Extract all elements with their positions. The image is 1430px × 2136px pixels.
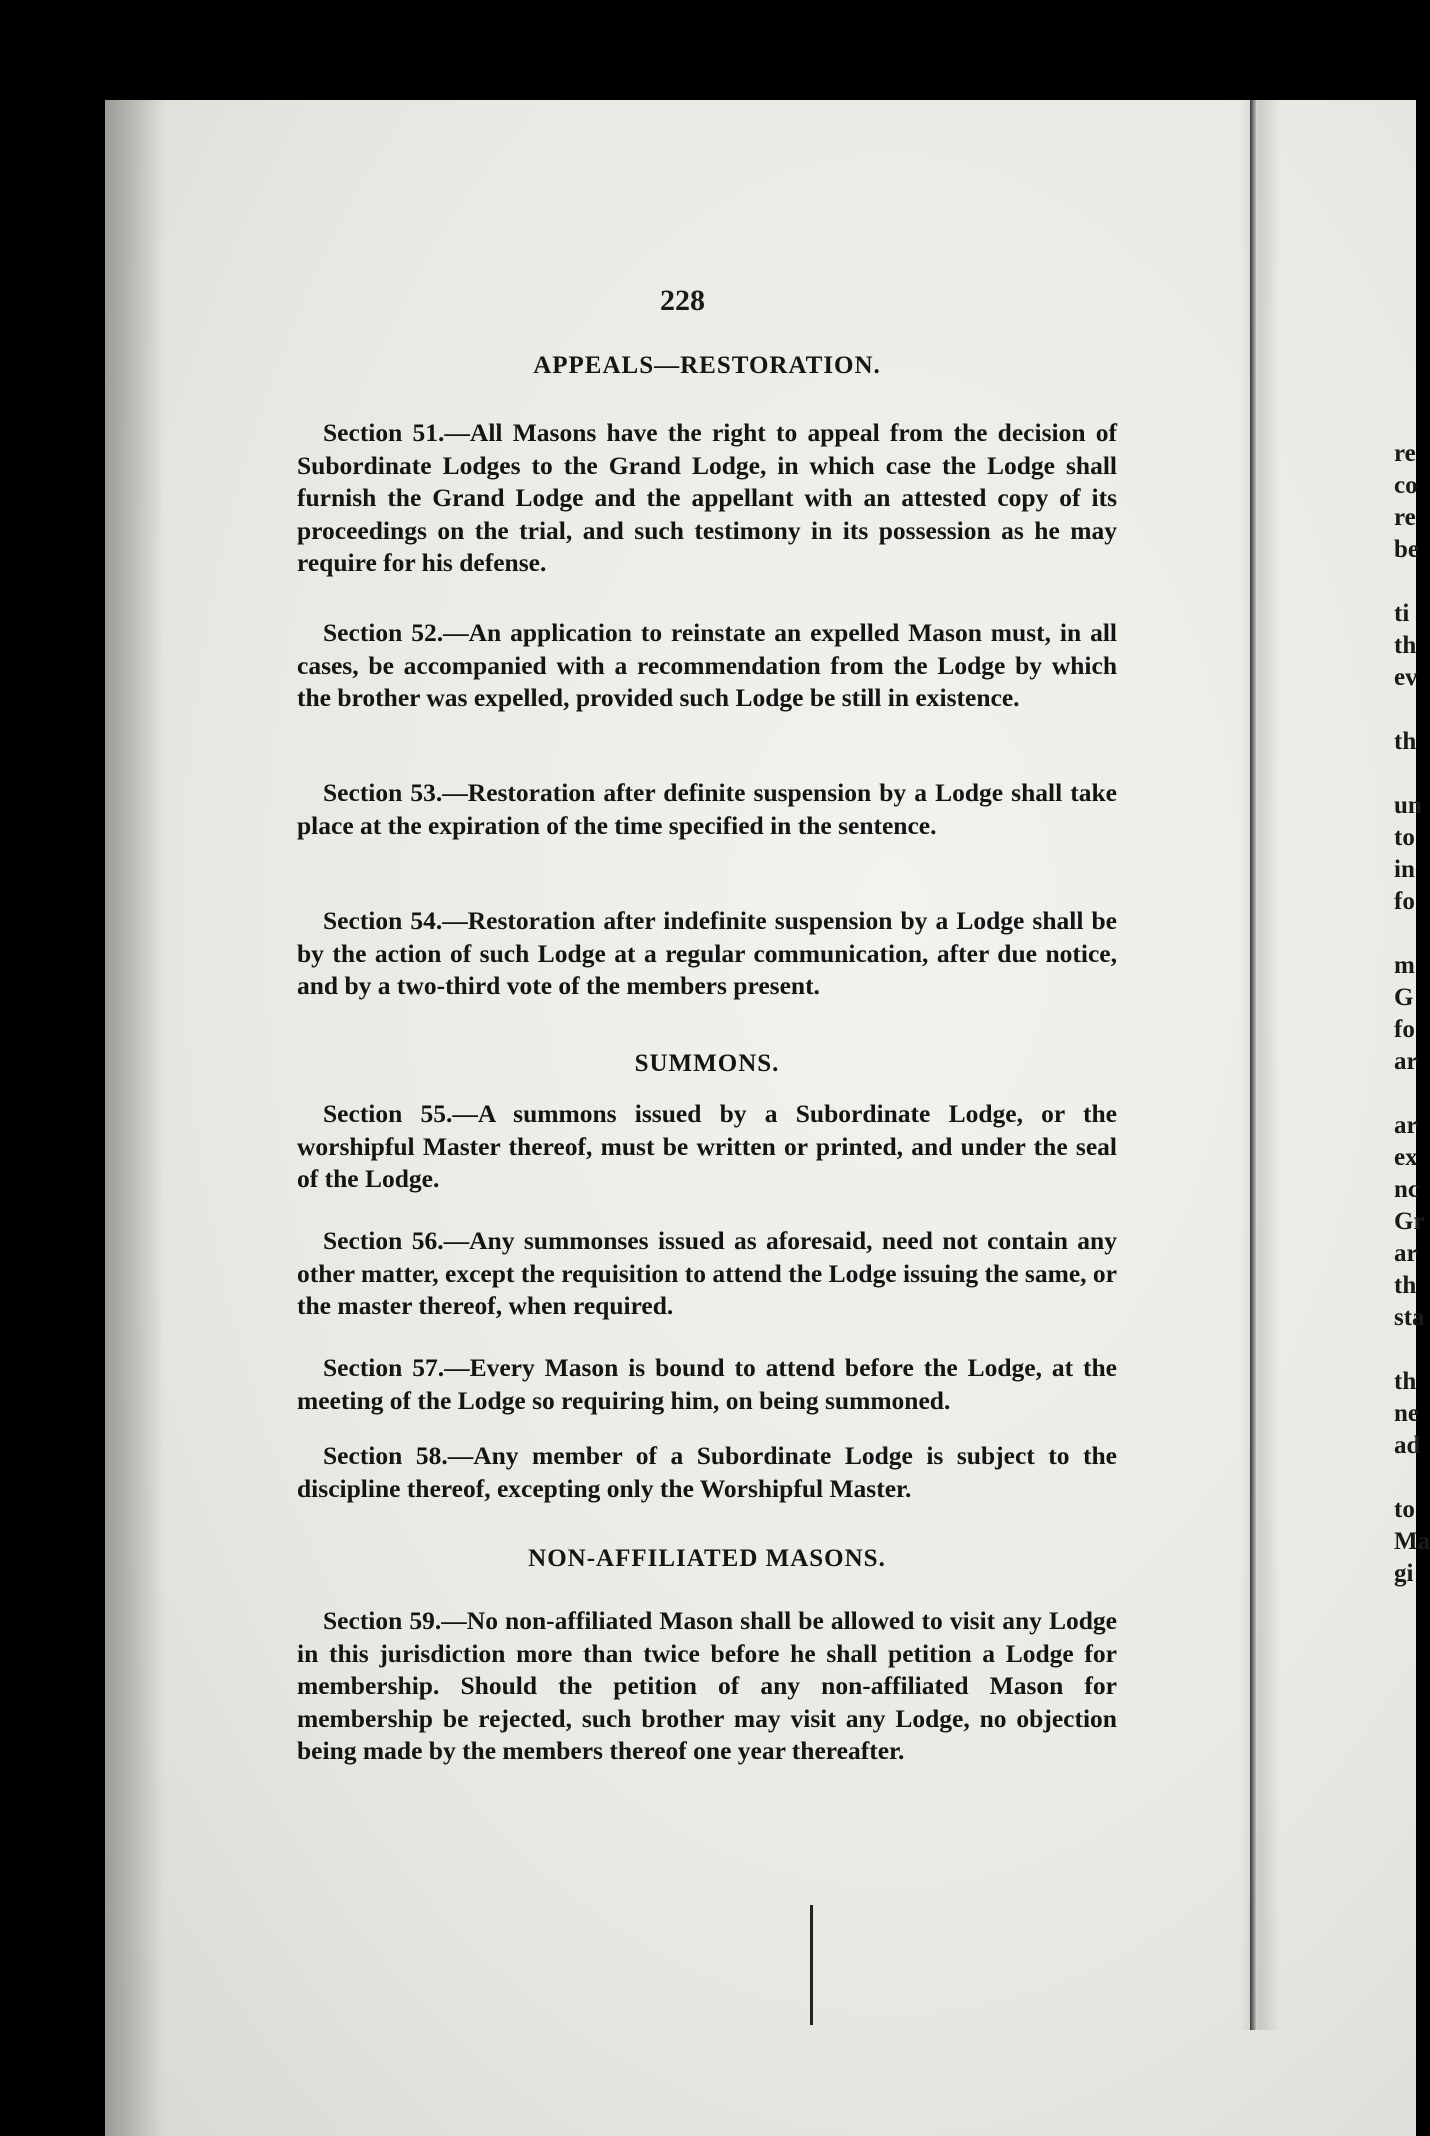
book-gutter [1250,100,1256,2030]
section-58-text: Section 58.—Any member of a Subordinate Lodge is subject to the discipline thereof, excepting only the Worshipful Master. [297,1441,1117,1503]
facing-fragment: Gr [1394,1208,1425,1235]
facing-fragment: Ma [1394,1528,1430,1555]
page-number: 228 [660,284,705,317]
facing-fragment: ad [1394,1432,1421,1459]
facing-fragment: ar [1394,1048,1418,1075]
section-52 [297,617,1117,715]
facing-fragment: ar [1394,1112,1418,1139]
facing-fragment: th [1394,728,1417,755]
section-59 [297,1605,1117,1768]
facing-fragment: fo [1394,1016,1415,1043]
facing-fragment: th [1394,1272,1417,1299]
facing-fragment: sta [1394,1304,1425,1331]
section-53-text: Section 53.—Restoration after definite suspension by a Lodge shall take place at the expiration of the time specified in the sentence. [297,778,1117,840]
section-58 [297,1440,1117,1505]
section-51-text: Section 51.—All Masons have the right to appeal from the decision of Subordinate Lodges to the Grand Lodge, in which case the Lodge shall furnish the Grand Lodge and the appellant with an attested copy of its proceedings on the trial, and such testimony in its possession as he may require for his defense. [297,418,1117,577]
facing-fragment: nc [1394,1176,1419,1203]
section-53 [297,777,1117,842]
facing-fragment: un [1394,792,1422,819]
facing-fragment: in [1394,856,1415,883]
section-57-text: Section 57.—Every Mason is bound to attend before the Lodge, at the meeting of the Lodge so requiring him, on being summoned. [297,1353,1117,1415]
section-57 [297,1352,1117,1417]
binding-shadow [1240,100,1280,2030]
section-52-text: Section 52.—An application to reinstate an expelled Mason must, in all cases, be accompanied with a recommendation from the Lodge by which the brother was expelled, provided such Lodge be still in existence. [297,618,1117,712]
facing-fragment: re [1394,440,1416,467]
section-51 [297,417,1117,580]
facing-fragment: re [1394,504,1416,531]
facing-fragment: be [1394,536,1419,563]
facing-fragment: to [1394,1496,1415,1523]
section-56 [297,1225,1117,1323]
facing-fragment: m [1394,952,1415,979]
section-54-text: Section 54.—Restoration after indefinite suspension by a Lodge shall be by the action of such Lodge at a regular communication, after due notice, and by a two-third vote of the members present. [297,906,1117,1000]
facing-fragment: fo [1394,888,1415,915]
facing-fragment: ex [1394,1144,1418,1171]
facing-fragment: ti [1394,600,1410,627]
section-55-text: Section 55.—A summons issued by a Subordinate Lodge, or the worshipful Master thereof, must be written or printed, and under the seal of the Lodge. [297,1099,1117,1193]
heading-appeals-restoration: APPEALS—RESTORATION. [533,352,881,379]
section-56-text: Section 56.—Any summonses issued as aforesaid, need not contain any other matter, except the requisition to attend the Lodge issuing the same, or the master thereof, when required. [297,1226,1117,1320]
facing-fragment: ar [1394,1240,1418,1267]
facing-page-edge [1368,100,1430,2030]
heading-non-affiliated-masons: NON-AFFILIATED MASONS. [528,1545,886,1572]
page-edge-shadow [105,100,165,2136]
facing-fragment: th [1394,1368,1417,1395]
section-54 [297,905,1117,1003]
section-59-text: Section 59.—No non-affiliated Mason shall be allowed to visit any Lodge in this jurisdiction more than twice before he shall petition a Lodge for membership. Should the petition of any non-affiliated Mason for membership be rejected, such brother may visit any Lodge, no objection being made by the members thereof one year thereafter. [297,1606,1117,1765]
section-55 [297,1098,1117,1196]
facing-fragment: th [1394,632,1417,659]
facing-fragment: gi [1394,1560,1414,1587]
facing-fragment: G [1394,984,1414,1011]
facing-fragment: to [1394,824,1415,851]
ink-mark [810,1905,813,2025]
facing-fragment: ne [1394,1400,1419,1427]
heading-summons: SUMMONS. [634,1050,780,1077]
facing-fragment: ev [1394,664,1418,691]
facing-fragment: co [1394,472,1418,499]
